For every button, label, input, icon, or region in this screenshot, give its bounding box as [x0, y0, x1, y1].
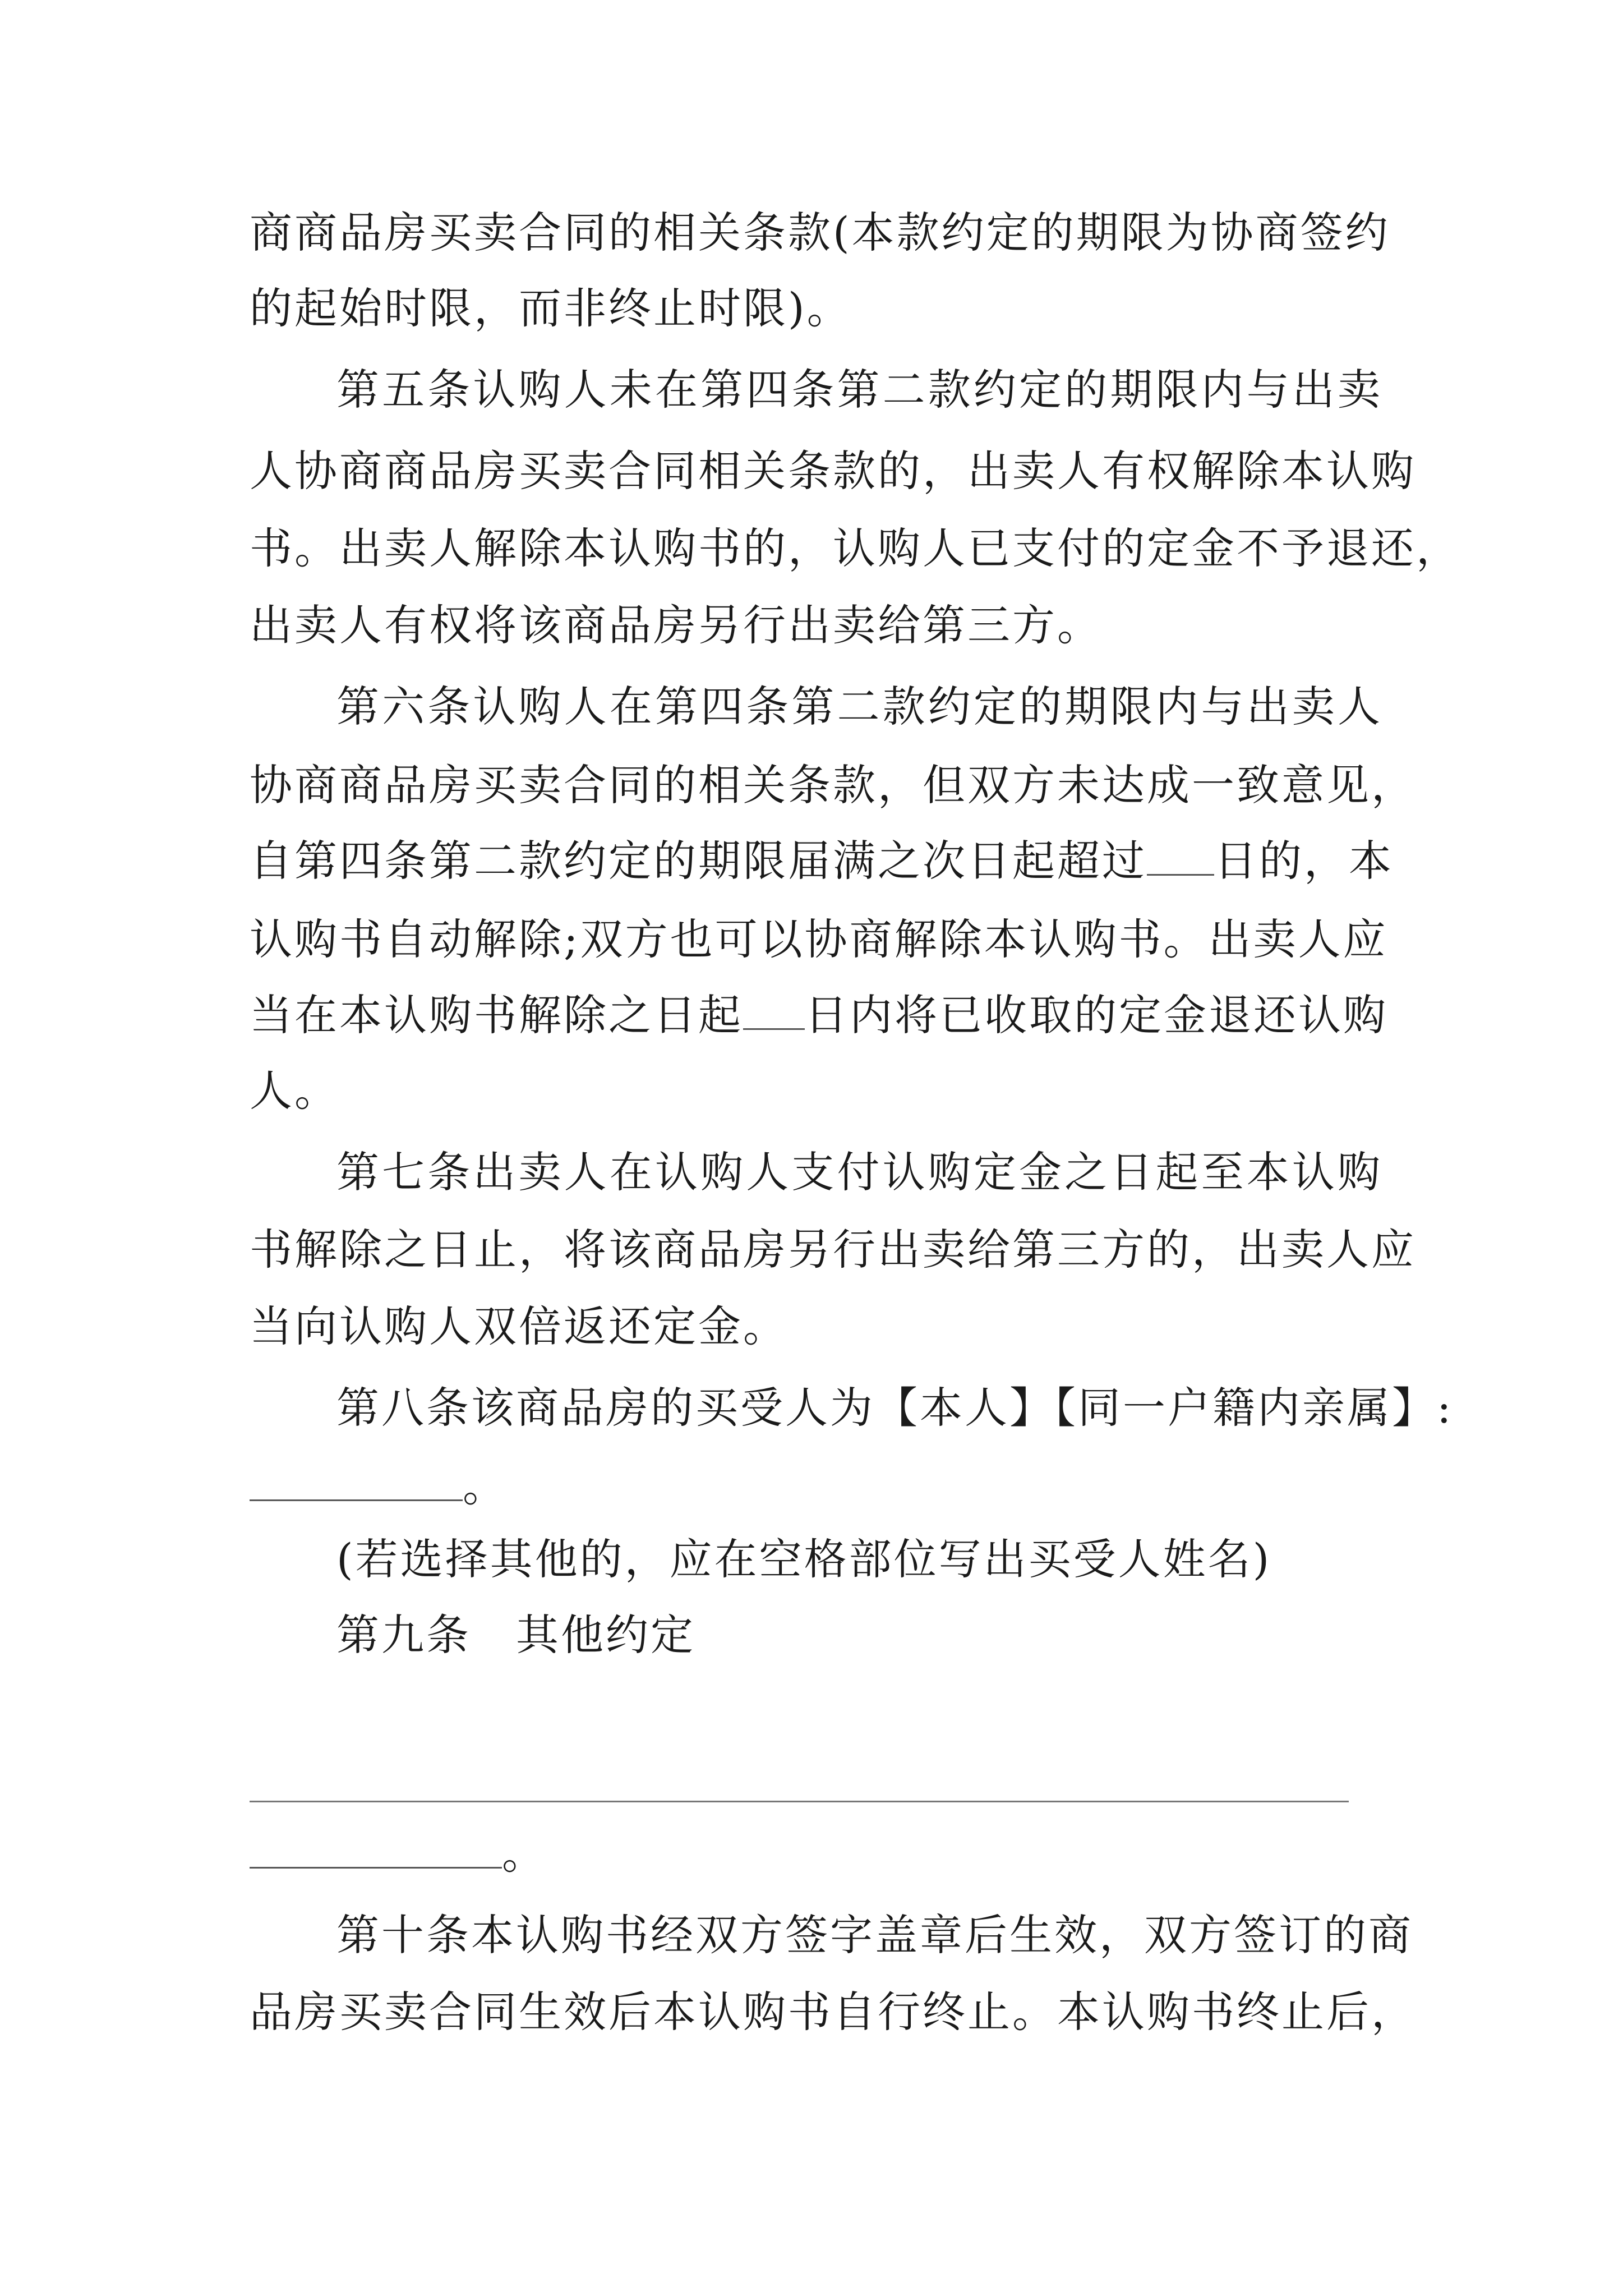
paragraph-line: 协商商品房买卖合同的相关条款，但双方未达成一致意见， [250, 760, 1416, 810]
paragraph-line: 书。出卖人解除本认购书的，认购人已支付的定金不予退还， [250, 523, 1461, 573]
paragraph-line: 人协商商品房买卖合同相关条款的，出卖人有权解除本认购 [250, 446, 1416, 496]
paragraph-line [250, 833, 1394, 889]
paragraph-line: 书解除之日止，将该商品房另行出卖给第三方的，出卖人应 [250, 1225, 1416, 1274]
line-text: 日内将已收取的定金退还认购 [805, 990, 1388, 1040]
article-8-heading-line: 第八条该商品房的买受人为【本人】【同一户籍内亲属】: [336, 1383, 1454, 1433]
line-text: 日的，本 [1214, 836, 1394, 886]
article-5-heading-line: 第五条认购人未在第四条第二款约定的期限内与出卖 [336, 365, 1382, 415]
paragraph-line: 商商品房买卖合同的相关条款(本款约定的期限为协商签约 [250, 208, 1390, 257]
article-7-heading-line: 第七条出卖人在认购人支付认购定金之日起至本认购 [336, 1147, 1382, 1197]
article-6-heading-line: 第六条认购人在第四条第二款约定的期限内与出卖人 [336, 682, 1382, 731]
line-text: 自第四条第二款约定的期限届满之次日起超过 [250, 836, 1147, 886]
paragraph-line [250, 1458, 1382, 1515]
fill-in-blank-buyer-name[interactable] [250, 1460, 463, 1501]
paragraph-line: 品房买卖合同生效后本认购书自行终止。本认购书终止后， [250, 1987, 1416, 2037]
article-9-heading-line: 第九条 其他约定 [336, 1610, 695, 1660]
paragraph-line [250, 1826, 1382, 1882]
paragraph-line [250, 987, 1388, 1043]
line-text: 。 [502, 1829, 547, 1879]
fill-in-blank-days[interactable] [1147, 835, 1214, 876]
note-line: (若选择其他的，应在空格部位写出买受人姓名) [336, 1534, 1272, 1584]
paragraph-line: 的起始时限，而非终止时限)。 [250, 283, 852, 333]
line-text: 。 [463, 1461, 508, 1511]
paragraph-line: 当向认购人双倍返还定金。 [250, 1301, 788, 1351]
fill-in-blank-refund-days[interactable] [743, 989, 805, 1030]
fill-in-blank-other-terms[interactable] [250, 1828, 502, 1869]
paragraph-line: 认购书自动解除;双方也可以协商解除本认购书。出卖人应 [250, 914, 1388, 964]
article-10-heading-line: 第十条本认购书经双方签字盖章后生效，双方签订的商 [336, 1910, 1413, 1960]
paragraph-line: 人。 [250, 1066, 339, 1116]
fill-in-line-other-terms[interactable] [250, 1801, 1349, 1802]
paragraph-line: 出卖人有权将该商品房另行出卖给第三方。 [250, 600, 1102, 650]
line-text: 当在本认购书解除之日起 [250, 990, 743, 1040]
